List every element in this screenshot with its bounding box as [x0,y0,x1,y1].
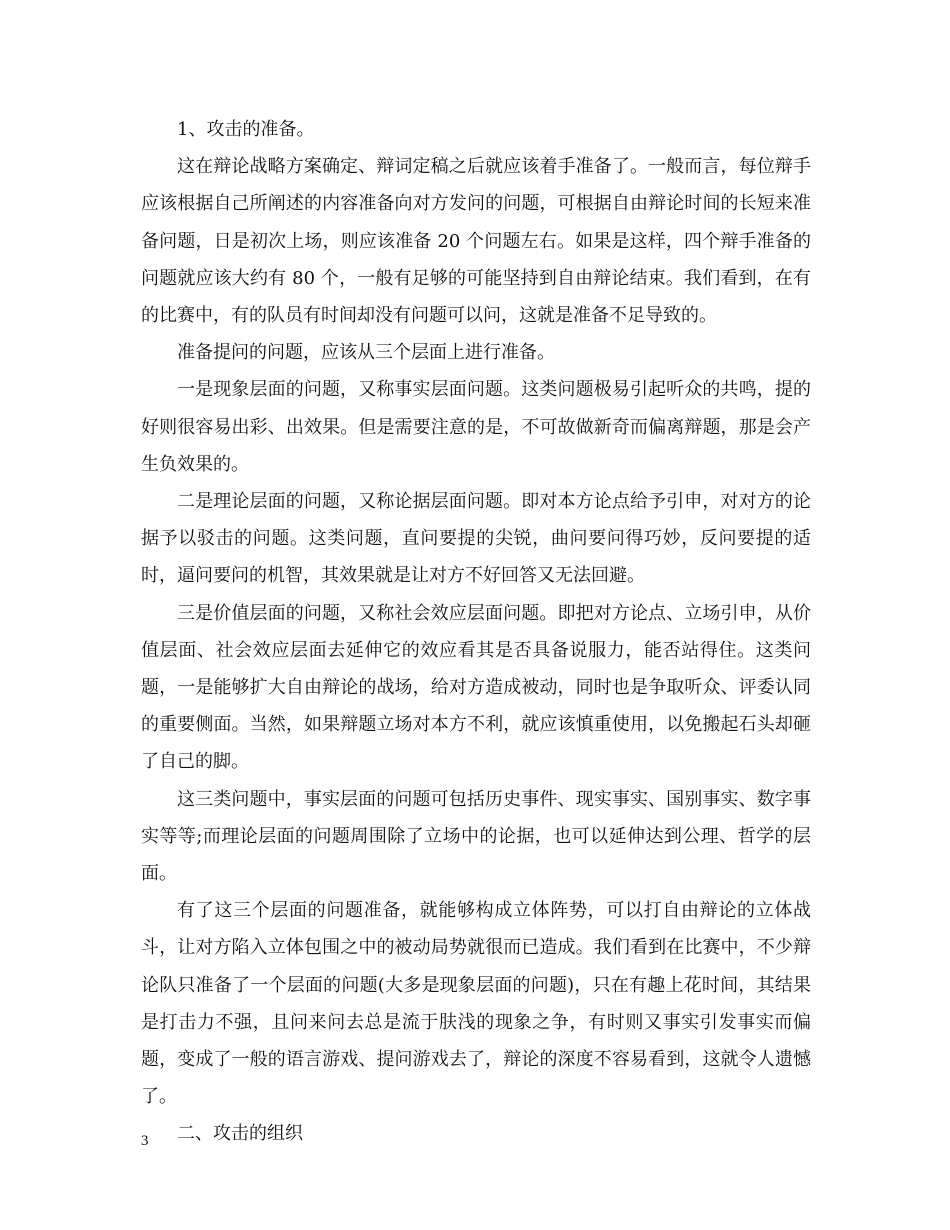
document-body [141,111,811,1153]
paragraph-three-levels: 准备提问的问题，应该从三个层面上进行准备。 [177,342,555,364]
paragraph-preparation-timing: 这在辩论战略方案确定、辩词定稿之后就应该着手准备了。一般而言，每位辩手应该根据自己所阐述的内容准备向对方发问的问题，可根据自由辩论时间的长短来准备问题，日是初次上场，则应该准备 20 个问题左右。如果是这样，四个辩手准备的问题就应该大约有 80 个，一般有足够的可能坚持到自由辩论结束。我们看到，在有的比赛中，有的队员有时间却没有问题可以问，这就是准备不足导致的。 [141,156,811,327]
page-number: 3 [141,1133,149,1149]
section-heading-attack-preparation: 1、攻击的准备。 [177,119,315,140]
section-heading-attack-organization: 二、攻击的组织 [177,1123,303,1145]
paragraph-stereo-formation: 有了这三个层面的问题准备，就能够构成立体阵势，可以打自由辩论的立体战斗，让对方陷入立体包围之中的被动局势就很而已造成。我们看到在比赛中，不少辩论队只准备了一个层面的问题(大多是现象层面的问题)，只在有趣上花时间，其结果是打击力不强，且问来问去总是流于肤浅的现象之争，有时则又事实引发事实而偏题，变成了一般的语言游戏、提问游戏去了，辩论的深度不容易看到，这就令人遗憾了。 [141,900,811,1108]
paragraph-three-categories: 这三类问题中，事实层面的问题可包括历史事件、现实事实、国别事实、数字事实等等;而理论层面的问题周围除了立场中的论据，也可以延伸达到公理、哲学的层面。 [141,788,811,885]
paragraph-phenomenon-level: 一是现象层面的问题，又称事实层面问题。这类问题极易引起听众的共鸣，提的好则很容易出彩、出效果。但是需要注意的是，不可故做新奇而偏离辩题，那是会产生负效果的。 [141,379,811,475]
paragraph-theory-level: 二是理论层面的问题，又称论据层面问题。即对本方论点给予引申，对对方的论据予以驳击的问题。这类问题，直问要提的尖锐，曲问要问得巧妙，反问要提的适时，逼问要问的机智，其效果就是让对方不好回答又无法回避。 [141,491,811,587]
paragraph-value-level: 三是价值层面的问题，又称社会效应层面问题。即把对方论点、立场引申，从价值层面、社会效应层面去延伸它的效应看其是否具备说服力，能否站得住。这类问题，一是能够扩大自由辩论的战场，给对方造成被动，同时也是争取听众、评委认同的重要侧面。当然，如果辩题立场对本方不利，就应该慎重使用，以免搬起石头却砸了自己的脚。 [141,602,811,773]
